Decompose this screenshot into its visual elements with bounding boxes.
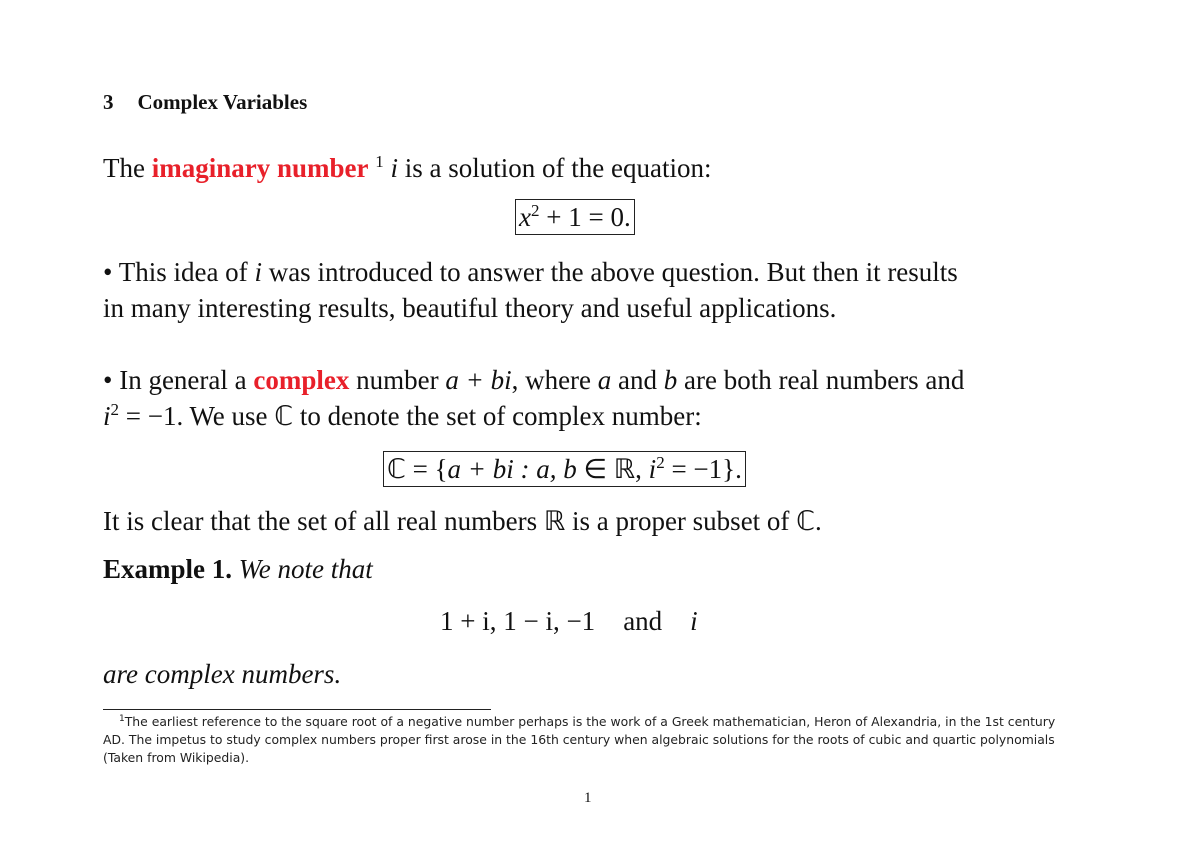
complex-term: complex xyxy=(253,365,350,395)
equation-box-1: $x^2 + 1 = 0$. xyxy=(515,199,635,235)
bullet-paragraph-2: • In general a complex number a + bi, where a and b are both real numbers and $i^2 = -1$. We use ℂ to denote the set of complex number: xyxy=(103,365,965,431)
equation-box-2: ℂ = {a + bi : a, b ∈ ℝ, $i^2 = -1$}. xyxy=(383,451,746,487)
example-label: Example 1. xyxy=(103,554,233,584)
footnote: $^1$The earliest reference to the square root of a negative number perhaps is the work of a Greek mathematician, Heron of Alexandria, in the 1st century AD. The impetus to study complex numbers proper first arose in the 16th century when algebraic solutions for the roots of cubic and quartic polynomials (Taken from Wikipedia). xyxy=(103,714,1056,765)
example-math: 1 + i, 1 − i, −1 and i xyxy=(440,606,698,636)
bullet-paragraph-1: • This idea of i was introduced to answer the above question. But then it results in many interesting results, beautiful theory and useful applications. xyxy=(103,257,958,323)
example-conclusion: are complex numbers. xyxy=(103,659,342,689)
page-number: 1 xyxy=(584,790,592,806)
footnote-marker[interactable]: 1 xyxy=(375,152,384,171)
example-heading: Example 1. We note that xyxy=(103,554,373,584)
footnote-rule xyxy=(103,709,491,710)
subset-statement: It is clear that the set of all real numbers ℝ is a proper subset of ℂ. xyxy=(103,506,822,536)
imaginary-number-term: imaginary number xyxy=(151,153,369,183)
intro-paragraph: The imaginary number $^1$ i is a solution of the equation: xyxy=(103,152,712,183)
section-heading xyxy=(103,90,307,115)
section-number: 3 xyxy=(103,90,114,114)
section-title: Complex Variables xyxy=(137,90,308,114)
